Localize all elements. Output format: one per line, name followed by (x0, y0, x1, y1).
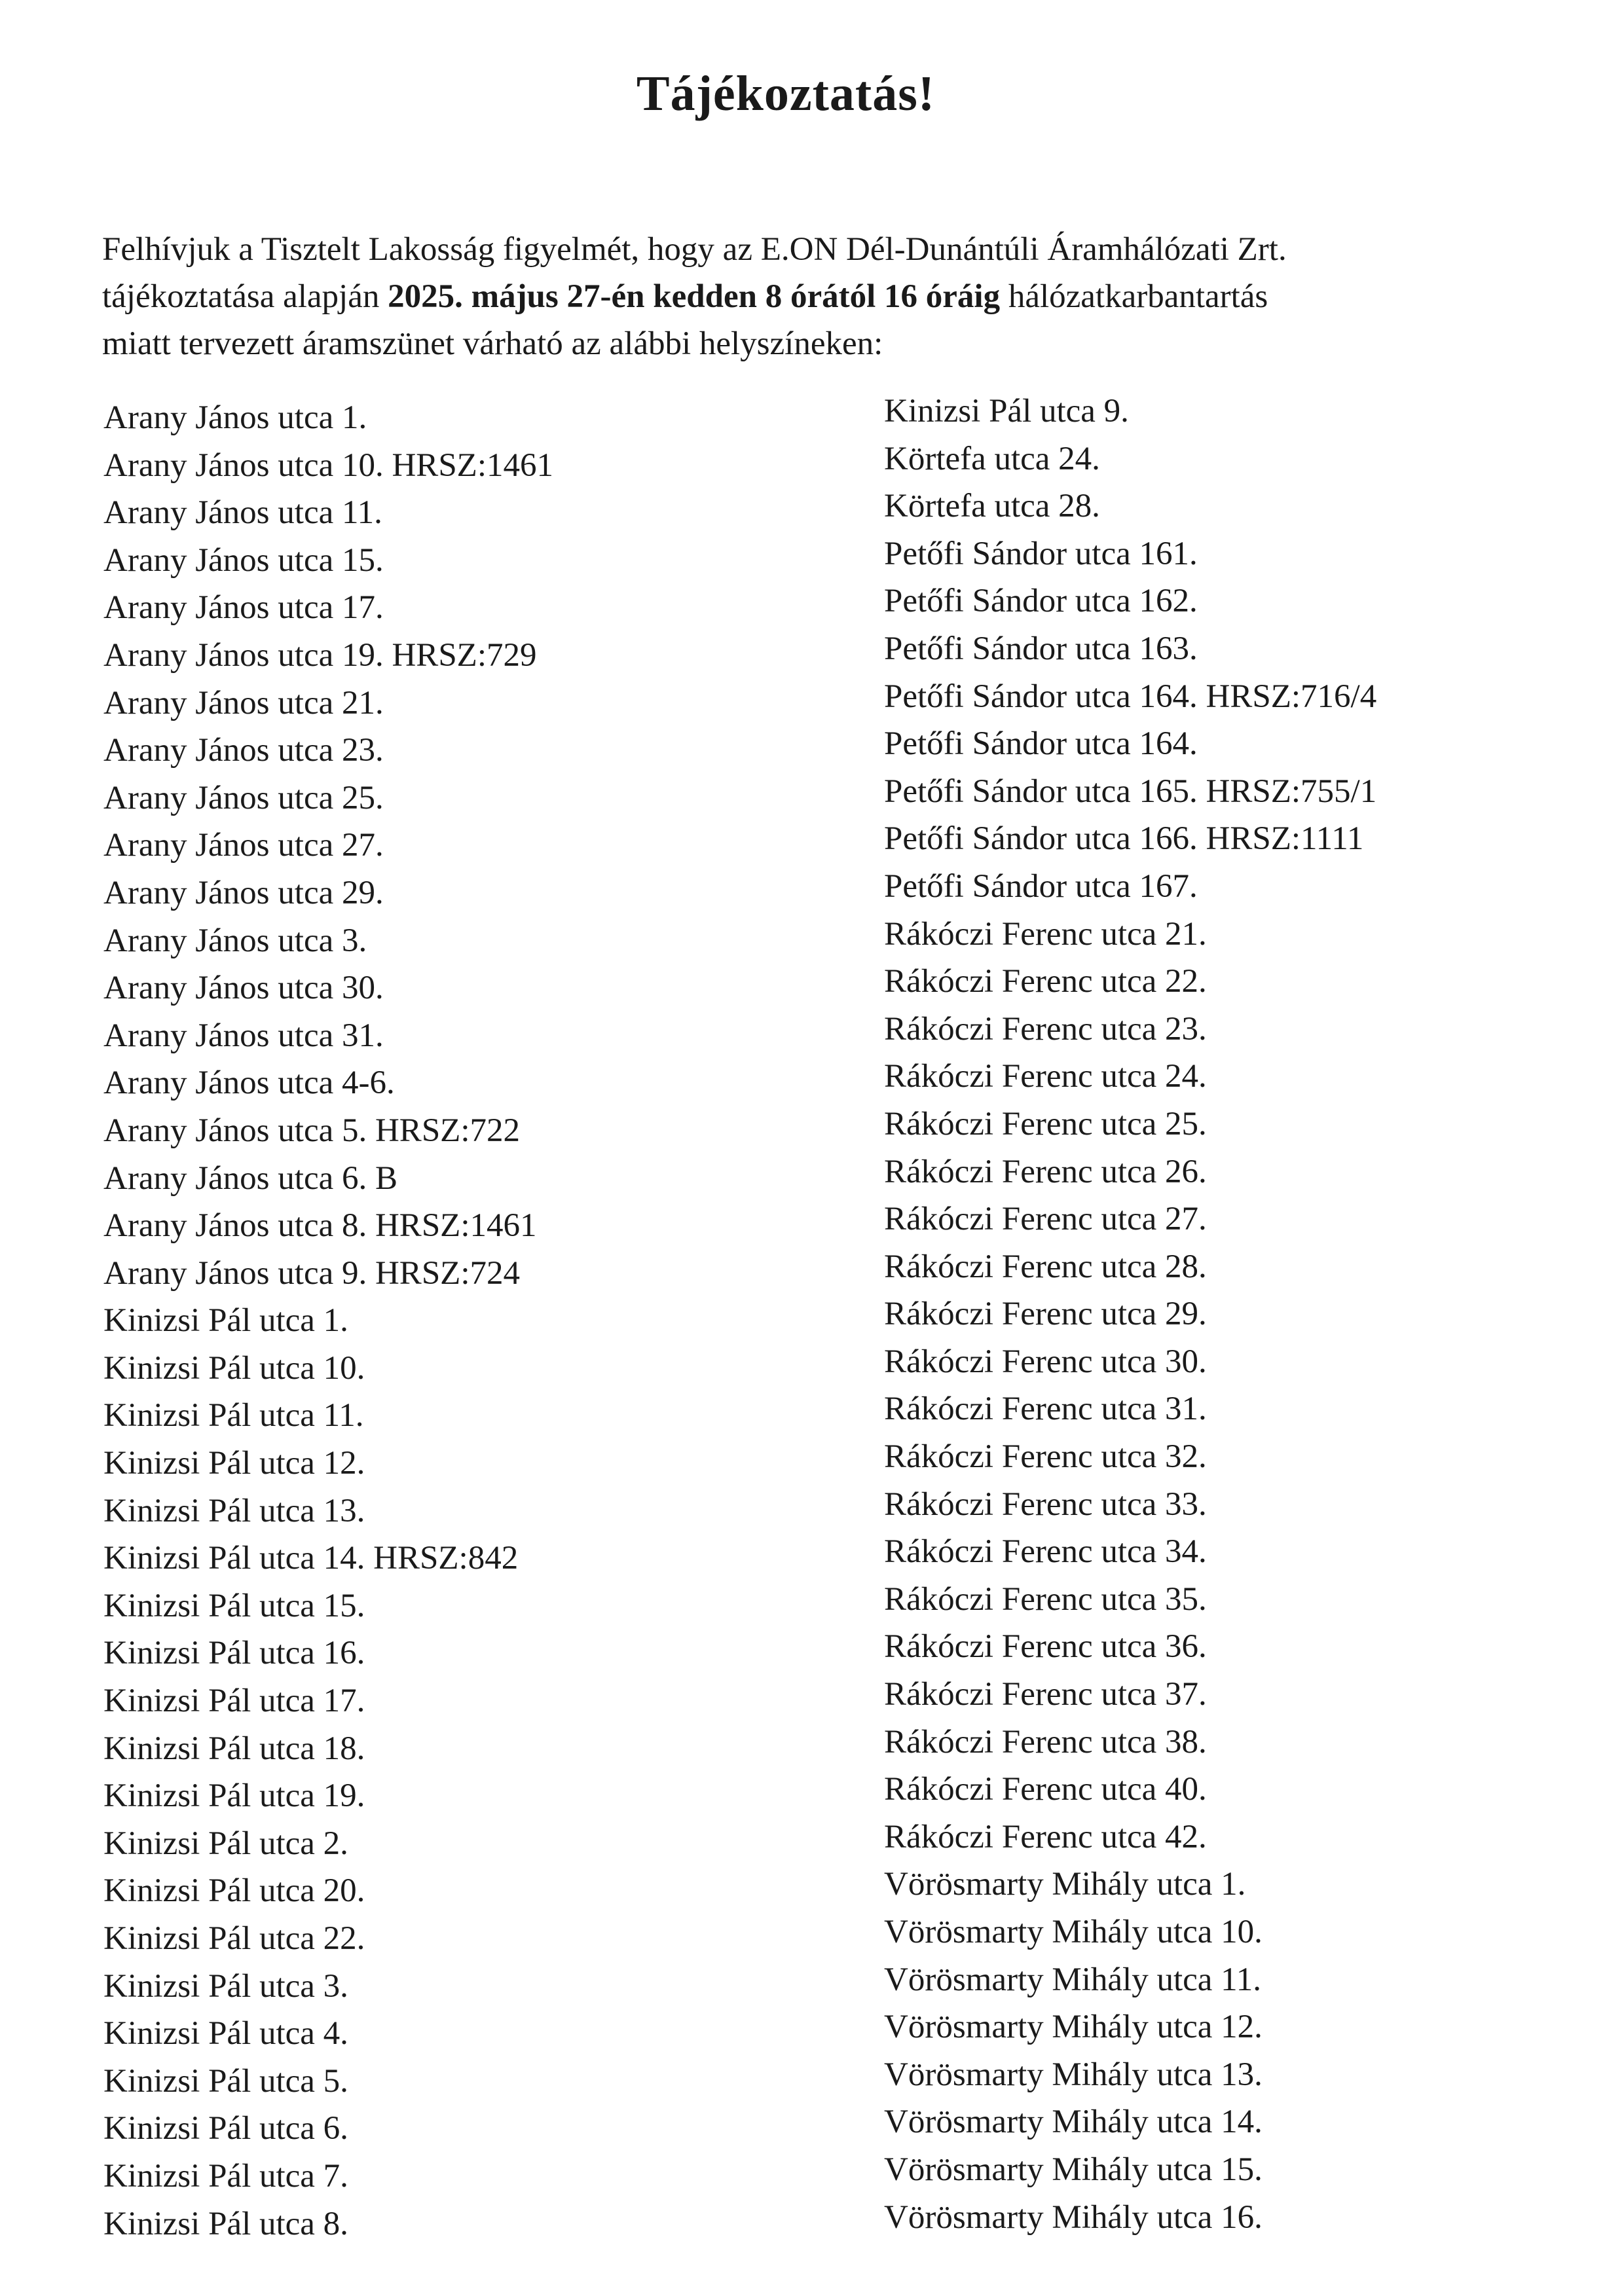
address-item: Rákóczi Ferenc utca 35. (884, 1580, 1207, 1618)
address-item: Rákóczi Ferenc utca 30. (884, 1343, 1207, 1380)
address-item: Arany János utca 29. (103, 874, 384, 911)
address-item: Arany János utca 1. (103, 399, 367, 436)
address-item: Arany János utca 11. (103, 494, 382, 532)
address-item: Vörösmarty Mihály utca 13. (884, 2056, 1263, 2093)
address-item: Kinizsi Pál utca 22. (103, 1920, 365, 1957)
address-item: Petőfi Sándor utca 162. (884, 583, 1198, 620)
address-list-left (103, 394, 553, 2248)
address-item: Rákóczi Ferenc utca 23. (884, 1010, 1207, 1048)
address-item: Kinizsi Pál utca 15. (103, 1587, 365, 1624)
address-item: Arany János utca 6. B (103, 1159, 397, 1197)
address-item: Kinizsi Pál utca 8. (103, 2205, 348, 2242)
address-item: Rákóczi Ferenc utca 25. (884, 1105, 1207, 1142)
address-item: Kinizsi Pál utca 10. (103, 1349, 365, 1387)
address-item: Kinizsi Pál utca 11. (103, 1397, 364, 1434)
address-item: Arany János utca 25. (103, 779, 384, 816)
address-item: Petőfi Sándor utca 163. (884, 630, 1198, 667)
intro-line-2-end: hálózatkarbantartás (1000, 278, 1268, 315)
address-item: Rákóczi Ferenc utca 34. (884, 1533, 1207, 1571)
address-item: Rákóczi Ferenc utca 21. (884, 915, 1207, 953)
address-item: Petőfi Sándor utca 164. HRSZ:716/4 (884, 678, 1377, 715)
address-item: Körtefa utca 28. (884, 488, 1100, 525)
address-item: Kinizsi Pál utca 16. (103, 1635, 365, 1672)
address-item: Vörösmarty Mihály utca 14. (884, 2104, 1263, 2141)
outage-date-time: 2025. május 27-én kedden 8 órától 16 óráig (388, 278, 1001, 315)
intro-paragraph (102, 226, 1530, 367)
address-item: Kinizsi Pál utca 2. (103, 1825, 348, 1862)
address-item: Rákóczi Ferenc utca 24. (884, 1058, 1207, 1095)
address-item: Petőfi Sándor utca 164. (884, 725, 1198, 763)
address-item: Petőfi Sándor utca 166. HRSZ:1111 (884, 820, 1364, 858)
address-item: Kinizsi Pál utca 5. (103, 2062, 348, 2100)
address-list-right (884, 388, 1376, 2241)
address-item: Rákóczi Ferenc utca 22. (884, 963, 1207, 1000)
address-item: Rákóczi Ferenc utca 29. (884, 1296, 1207, 1333)
intro-line-3: miatt tervezett áramszünet várható az alábbi helyszíneken: (102, 325, 883, 362)
address-item: Rákóczi Ferenc utca 42. (884, 1818, 1207, 1855)
address-item: Kinizsi Pál utca 20. (103, 1872, 365, 1910)
address-item: Petőfi Sándor utca 161. (884, 535, 1198, 572)
address-item: Rákóczi Ferenc utca 36. (884, 1628, 1207, 1666)
address-item: Rákóczi Ferenc utca 27. (884, 1201, 1207, 1238)
address-item: Arany János utca 4-6. (103, 1065, 395, 1102)
address-item: Rákóczi Ferenc utca 26. (884, 1153, 1207, 1190)
address-item: Arany János utca 27. (103, 827, 384, 864)
address-item: Vörösmarty Mihály utca 12. (884, 2009, 1263, 2046)
address-item: Vörösmarty Mihály utca 15. (884, 2151, 1263, 2188)
address-item: Rákóczi Ferenc utca 40. (884, 1771, 1207, 1808)
address-item: Arany János utca 10. HRSZ:1461 (103, 446, 554, 484)
address-item: Petőfi Sándor utca 167. (884, 867, 1198, 905)
intro-line-2-start: tájékoztatása alapján (102, 278, 388, 315)
address-item: Vörösmarty Mihály utca 10. (884, 1914, 1263, 1950)
address-item: Kinizsi Pál utca 19. (103, 1777, 365, 1815)
address-item: Kinizsi Pál utca 13. (103, 1492, 365, 1529)
intro-line-1: Felhívjuk a Tisztelt Lakosság figyelmét, hogy az E.ON Dél-Dunántúli Áramhálózati Zrt. (102, 231, 1287, 268)
address-item: Arany János utca 5. HRSZ:722 (103, 1112, 521, 1149)
address-item: Rákóczi Ferenc utca 33. (884, 1485, 1207, 1523)
address-item: Kinizsi Pál utca 14. HRSZ:842 (103, 1540, 519, 1577)
address-item: Körtefa utca 24. (884, 440, 1100, 477)
address-item: Arany János utca 21. (103, 684, 384, 721)
address-item: Arany János utca 3. (103, 922, 367, 959)
address-item: Rákóczi Ferenc utca 37. (884, 1676, 1207, 1713)
address-item: Vörösmarty Mihály utca 11. (884, 1961, 1261, 1998)
intro-line-2 (102, 273, 1530, 320)
page-title: Tájékoztatás! (636, 66, 936, 121)
address-item: Rákóczi Ferenc utca 31. (884, 1391, 1207, 1428)
address-item: Arany János utca 23. (103, 732, 384, 769)
address-item: Arany János utca 19. HRSZ:729 (103, 636, 537, 674)
address-item: Kinizsi Pál utca 6. (103, 2110, 348, 2147)
address-item: Kinizsi Pál utca 9. (884, 393, 1129, 429)
address-item: Arany János utca 30. (103, 970, 384, 1007)
address-item: Vörösmarty Mihály utca 16. (884, 2198, 1263, 2236)
address-item: Kinizsi Pál utca 3. (103, 1967, 348, 2005)
address-item: Kinizsi Pál utca 7. (103, 2157, 348, 2195)
address-item: Rákóczi Ferenc utca 28. (884, 1248, 1207, 1285)
address-item: Kinizsi Pál utca 1. (103, 1302, 348, 1339)
address-item: Kinizsi Pál utca 4. (103, 2015, 348, 2052)
address-item: Rákóczi Ferenc utca 38. (884, 1723, 1207, 1760)
address-item: Petőfi Sándor utca 165. HRSZ:755/1 (884, 773, 1377, 810)
address-item: Kinizsi Pál utca 12. (103, 1445, 365, 1482)
address-item: Arany János utca 9. HRSZ:724 (103, 1254, 521, 1292)
address-item: Vörösmarty Mihály utca 1. (884, 1866, 1246, 1903)
address-item: Kinizsi Pál utca 18. (103, 1730, 365, 1767)
address-item: Rákóczi Ferenc utca 32. (884, 1438, 1207, 1476)
address-item: Arany János utca 31. (103, 1017, 384, 1054)
address-item: Arany János utca 17. (103, 589, 384, 627)
address-item: Kinizsi Pál utca 17. (103, 1683, 365, 1720)
address-item: Arany János utca 15. (103, 541, 384, 579)
address-item: Arany János utca 8. HRSZ:1461 (103, 1207, 537, 1245)
